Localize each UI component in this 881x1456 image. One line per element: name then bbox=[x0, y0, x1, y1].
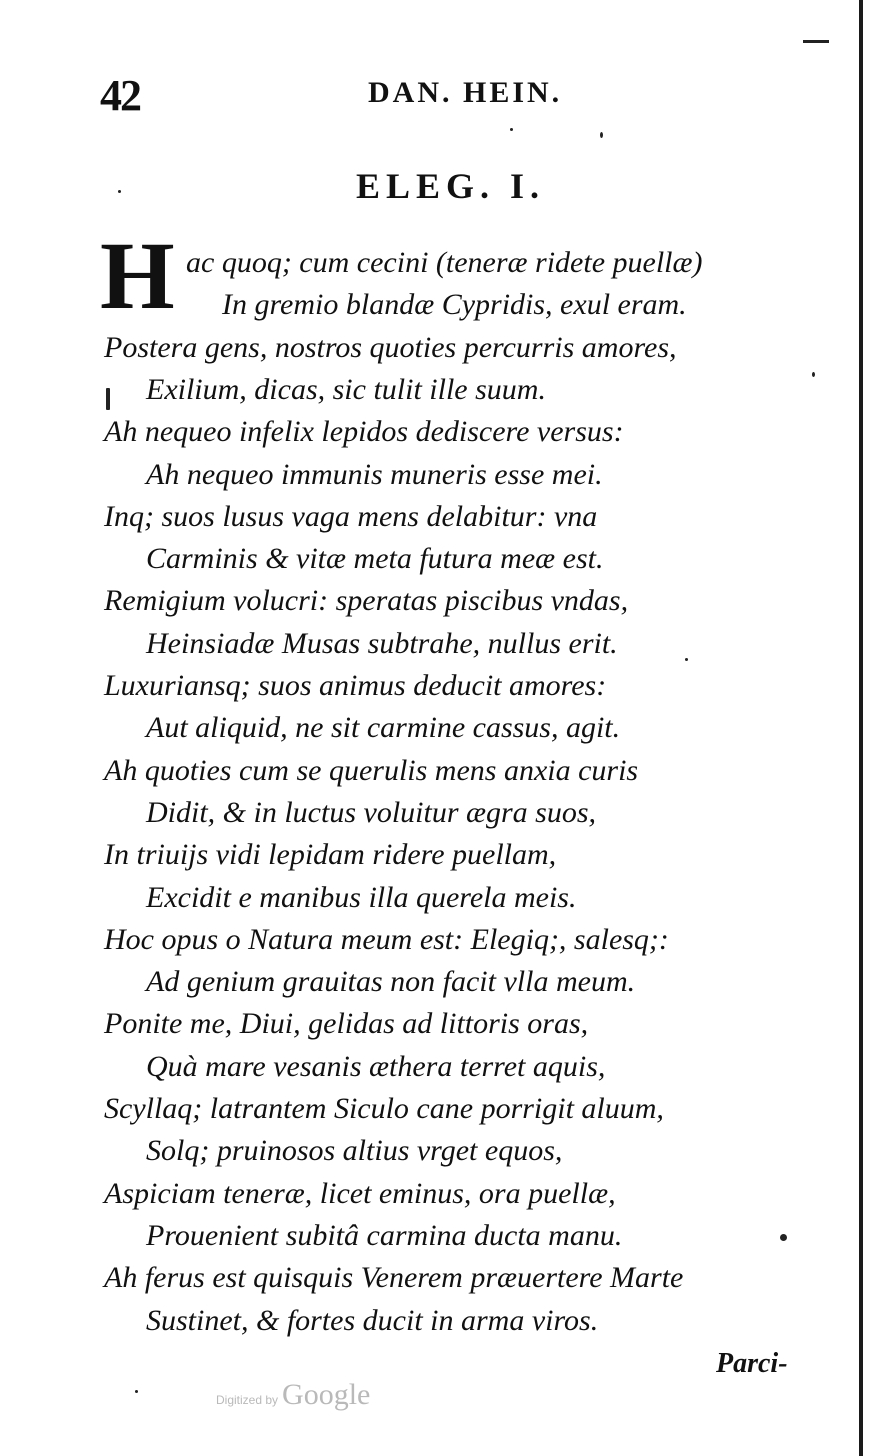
ink-speck bbox=[118, 190, 121, 193]
ink-speck bbox=[135, 1390, 138, 1393]
verse-line: Ah ferus est quisquis Venerem præuertere Marte bbox=[104, 1261, 684, 1295]
verse-line: Scyllaq; latrantem Siculo cane porrigit aluum, bbox=[104, 1092, 664, 1125]
verse-line: Ah quoties cum se querulis mens anxia curis bbox=[104, 753, 639, 787]
verse-line: In triuijs vidi lepidam ridere puellam, bbox=[104, 838, 557, 872]
ink-speck bbox=[812, 372, 815, 377]
verse-line: Heinsiadæ Musas subtrahe, nullus erit. bbox=[146, 626, 618, 660]
edge-dash-mark bbox=[803, 40, 829, 43]
verse-line: Inq; suos lusus vaga mens delabitur: vna bbox=[104, 499, 598, 533]
ink-speck bbox=[600, 132, 603, 138]
ink-speck bbox=[106, 388, 110, 410]
verse-line: Prouenient subitâ carmina ducta manu. bbox=[146, 1218, 623, 1252]
ink-speck bbox=[780, 1234, 787, 1241]
verse-line: In gremio blandæ Cypridis, exul eram. bbox=[222, 288, 687, 322]
verse-line: Exilium, dicas, sic tulit ille suum. bbox=[146, 372, 546, 406]
watermark-prefix: Digitized by bbox=[216, 1393, 279, 1407]
verse-line: Ah nequeo infelix lepidos dediscere versus: bbox=[104, 415, 624, 449]
verse-line: Luxuriansq; suos animus deducit amores: bbox=[104, 669, 607, 702]
verse-line: Aspiciam teneræ, licet eminus, ora puellæ, bbox=[104, 1176, 616, 1210]
digitization-watermark bbox=[216, 1378, 370, 1412]
ink-speck bbox=[510, 128, 513, 131]
verse-line: Quà mare vesanis æthera terret aquis, bbox=[146, 1049, 606, 1083]
page-number: 42 bbox=[100, 71, 140, 120]
verse-line: Hoc opus o Natura meum est: Elegiq;, salesq;: bbox=[104, 922, 669, 956]
verse-line: Excidit e manibus illa querela meis. bbox=[146, 880, 577, 914]
verse-line: Postera gens, nostros quoties percurris amores, bbox=[104, 330, 677, 364]
verse-line: Ad genium grauitas non facit vlla meum. bbox=[146, 965, 636, 999]
catchword: Parci- bbox=[716, 1348, 788, 1379]
verse-line: Carminis & vitæ meta futura meæ est. bbox=[146, 542, 604, 576]
verse-line: Sustinet, & fortes ducit in arma viros. bbox=[146, 1303, 599, 1337]
verse-line: Ah nequeo immunis muneris esse mei. bbox=[146, 457, 603, 491]
watermark-logo: Google bbox=[282, 1378, 371, 1411]
verse-line: Didit, & in luctus voluitur ægra suos, bbox=[146, 795, 597, 829]
ink-speck bbox=[685, 658, 688, 661]
verse-line: ac quoq; cum cecini (teneræ ridete puellæ) bbox=[186, 246, 703, 279]
verse-line: Aut aliquid, ne sit carmine cassus, agit. bbox=[146, 711, 621, 745]
section-title: ELEG. I. bbox=[356, 166, 546, 206]
drop-cap: H bbox=[100, 222, 175, 329]
running-head: DAN. HEIN. bbox=[368, 76, 563, 109]
verse-line: Remigium volucri: speratas piscibus vndas, bbox=[104, 584, 629, 618]
verse-line: Ponite me, Diui, gelidas ad littoris oras, bbox=[104, 1007, 589, 1041]
page-edge-line bbox=[859, 0, 863, 1456]
verse-line: Solq; pruinosos altius vrget equos, bbox=[146, 1134, 563, 1168]
